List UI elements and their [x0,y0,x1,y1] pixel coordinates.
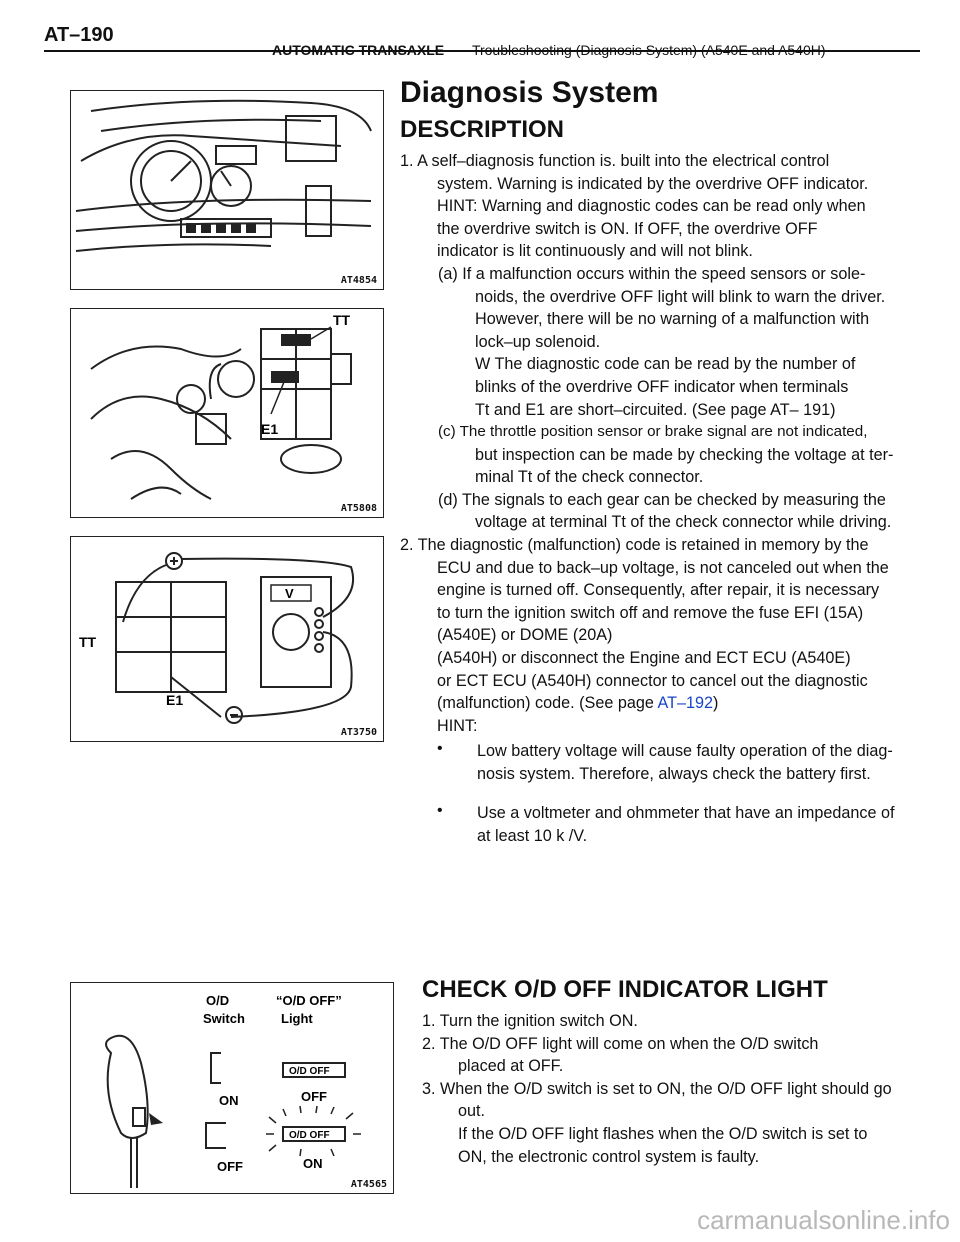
text-line: or ECT ECU (A540H) connector to cancel out the diagnostic [437,671,868,690]
text-span: ) [712,694,719,713]
hint-bullet-1 [400,740,914,785]
text-line: 1. A self–diagnosis function is. built into the electrical control [400,152,830,170]
label-e1: E1 [166,692,184,708]
page-number: AT–190 [44,24,114,46]
label-switch-on: ON [219,1093,239,1108]
text-line: at least 10 k /V. [477,826,588,845]
text-line: placed at OFF. [458,1057,564,1076]
figure-voltmeter [70,536,384,742]
text-line: However, there will be no warning of a malfunction with [475,310,870,329]
text-line: 2. The diagnostic (malfunction) code is retained in memory by the [400,536,869,554]
text-line: out. [458,1102,486,1121]
dashboard-illustration [71,91,383,289]
hint-bullet-2 [400,802,914,847]
text-line: the overdrive switch is ON. If OFF, the overdrive OFF [437,219,818,238]
indicator-off-text: O/D OFF [289,1066,330,1077]
label-switch-off: OFF [217,1159,243,1174]
text-line: HINT: [437,716,478,735]
text-line: Tt and E1 are short–circuited. (See page AT– 191) [475,400,836,419]
text-line: to turn the ignition switch off and remove the fuse EFI (15A) [437,603,864,622]
label-light-off: OFF [301,1089,327,1104]
text-line: (c) The throttle position sensor or brake signal are not indicated, [438,423,868,440]
label-e1: E1 [261,421,279,437]
figure-od-switch [70,982,394,1194]
label-v: V [285,586,294,601]
od-switch-illustration [71,983,393,1193]
header-separator: – [454,42,462,58]
text-line: If the O/D OFF light flashes when the O/D switch is set to [458,1124,868,1143]
figure-code: AT4854 [340,275,377,286]
figure-code: AT4565 [350,1179,387,1190]
voltmeter-illustration [71,537,383,741]
bullet-icon: • [437,740,443,757]
description-p1 [400,150,914,263]
check-heading: CHECK O/D OFF INDICATOR LIGHT [422,976,828,1003]
text-span: (malfunction) code. (See page [437,694,658,713]
text-line: blinks of the overdrive OFF indicator when terminals [475,377,849,396]
figure-dashboard [70,90,384,290]
text-line: (d) The signals to each gear can be checked by measuring the [438,490,886,509]
label-switch: Switch [203,1011,245,1026]
text-line: (A540H) or disconnect the Engine and ECT ECU (A540E) [437,648,851,667]
description-heading: DESCRIPTION [400,116,565,143]
text-line: (a) If a malfunction occurs within the speed sensors or sole- [438,265,866,283]
text-line: system. Warning is indicated by the overdrive OFF indicator. [437,174,869,193]
check-body [422,1010,932,1168]
engine-bay-illustration [71,309,383,517]
text-line: lock–up solenoid. [475,332,601,351]
description-item-c [438,421,918,534]
label-od: O/D [206,993,230,1008]
text-line: nosis system. Therefore, always check the battery first. [477,764,871,783]
text-line: minal Tt of the check connector. [475,468,704,487]
label-light-on: ON [303,1156,323,1171]
text-line: ON, the electronic control system is faulty. [458,1147,760,1166]
text-line: indicator is lit continuously and will not blink. [437,242,753,261]
text-line [400,692,914,715]
page-link-at-192[interactable]: AT–192 [657,694,713,713]
text-line: 1. Turn the ignition switch ON. [422,1012,638,1030]
text-line: 2. The O/D OFF light will come on when the O/D switch [422,1034,819,1053]
description-p2 [400,534,914,737]
header-rule [44,50,920,52]
header-section: AUTOMATIC TRANSAXLE [272,42,445,58]
text-line: HINT: Warning and diagnostic codes can be read only when [437,197,866,216]
label-tt: TT [79,634,97,650]
header-subsection: Troubleshooting (Diagnosis System) (A540E and A540H) [471,42,826,58]
text-line: (A540E) or DOME (20A) [437,626,613,645]
text-line: but inspection can be made by checking the voltage at ter- [475,445,894,464]
page-title: Diagnosis System [400,76,659,109]
text-line: 3. When the O/D switch is set to ON, the O/D OFF light should go [422,1079,892,1098]
label-od-off-quote: “O/D OFF” [276,993,342,1008]
text-line: W The diagnostic code can be read by the number of [475,355,856,374]
figure-code: AT5808 [340,503,377,514]
text-line: voltage at terminal Tt of the check connector while driving. [475,513,892,532]
text-line: Use a voltmeter and ohmmeter that have an impedance of [477,804,895,822]
description-item-a [438,263,914,421]
watermark: carmanualsonline.info [697,1205,950,1235]
text-line: noids, the overdrive OFF light will blink to warn the driver. [475,287,886,306]
label-tt: TT [333,312,351,328]
label-light: Light [281,1011,313,1026]
bullet-icon: • [437,802,443,819]
indicator-on-text: O/D OFF [289,1130,330,1141]
text-line: Low battery voltage will cause faulty operation of the diag- [477,742,893,760]
figure-code: AT3750 [340,727,377,738]
figure-engine-connector [70,308,384,518]
text-line: engine is turned off. Consequently, after repair, it is necessary [437,581,880,600]
text-line: ECU and due to back–up voltage, is not canceled out when the [437,558,889,577]
